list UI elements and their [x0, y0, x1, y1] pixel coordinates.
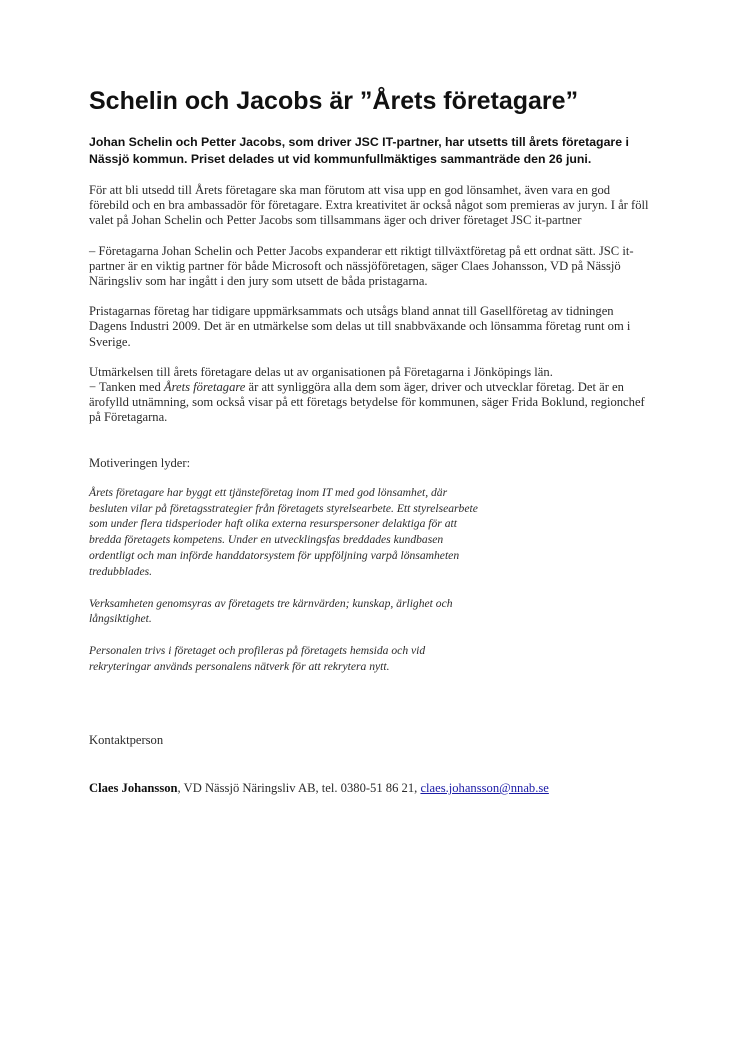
motivation-paragraph-3: Personalen trivs i företaget och profileras på företagets hemsida och vid rekryteringar används personalens nätverk för att rekrytera nytt.	[89, 644, 426, 674]
contact-heading: Kontaktperson	[89, 732, 164, 747]
motivation-paragraph-2: Verksamheten genomsyras av företagets tre kärnvärden; kunskap, ärlighet och långsiktighet.	[89, 596, 453, 626]
document-page	[89, 86, 649, 796]
paragraph-3: Pristagarnas företag har tidigare uppmärksammats och utsågs bland annat till Gasellföretag av tidningen Dagens Industri 2009. Det är en utmärkelse som delas ut till snabbväxande och lönsamma företag runt om i Sverige.	[89, 304, 631, 349]
paragraph-5-italic: Årets företagare	[163, 380, 246, 395]
contact-line	[89, 781, 649, 796]
paragraph-4: Utmärkelsen till årets företagare delas ut av organisationen på Företagarna i Jönköpings län.	[89, 364, 553, 379]
paragraph-5	[89, 380, 649, 426]
motivation-paragraph-1: Årets företagare har byggt ett tjänsteföretag inom IT med god lönsamhet, där besluten vilar på företagsstrategier från företagets styrelsearbete. Ett styrelsearbete som under flera tidsperioder haft olika externa resurspersoner delaktiga för att bredda företagets kompetens. Under en utvecklingsfas breddades kundbasen ordentligt och man införde handdatorsystem för uppföljning varpå lönsamheten tredubblades.	[89, 485, 478, 578]
contact-name: Claes Johansson	[89, 781, 178, 796]
contact-details: , VD Nässjö Näringsliv AB, tel. 0380-51 86 21,	[177, 781, 421, 796]
motivation-block	[89, 485, 479, 675]
paragraph-5-suffix: är att synliggöra alla dem som äger, driver och utvecklar företag. Det är en ärofylld utnämning, som också visar på ett företags betydelse för kommunen, säger Frida Boklund, regionchef på Företagarna.	[89, 380, 645, 425]
paragraph-1: För att bli utsedd till Årets företagare ska man förutom att visa upp en god lönsamhet, även vara en god förebild och en bra ambassadör för företagare. Extra kreativitet är också något som premieras av juryn. I år föll valet på Johan Schelin och Petter Jacobs som tillsammans äger och driver företaget JSC it-partner	[89, 183, 649, 228]
paragraph-5-prefix: − Tanken med	[89, 380, 164, 395]
article-body	[89, 183, 649, 796]
article-lead: Johan Schelin och Petter Jacobs, som driver JSC IT-partner, har utsetts till årets företagare i Nässjö kommun. Priset delades ut vid kommunfullmäktiges sammanträde den 26 juni.	[89, 135, 629, 166]
contact-email-link[interactable]: claes.johansson@nnab.se	[420, 781, 549, 796]
article-title: Schelin och Jacobs är ”Årets företagare”	[89, 87, 579, 115]
paragraph-2: – Företagarna Johan Schelin och Petter Jacobs expanderar ett riktigt tillväxtföretag på ett ordnat sätt. JSC it-partner är en viktig partner för både Microsoft och nässjöföretagen, säger Claes Johansson, VD på Nässjö Näringsliv som har ingått i den jury som utsett de båda pristagarna.	[89, 243, 634, 289]
motivation-heading: Motiveringen lyder:	[89, 455, 191, 470]
